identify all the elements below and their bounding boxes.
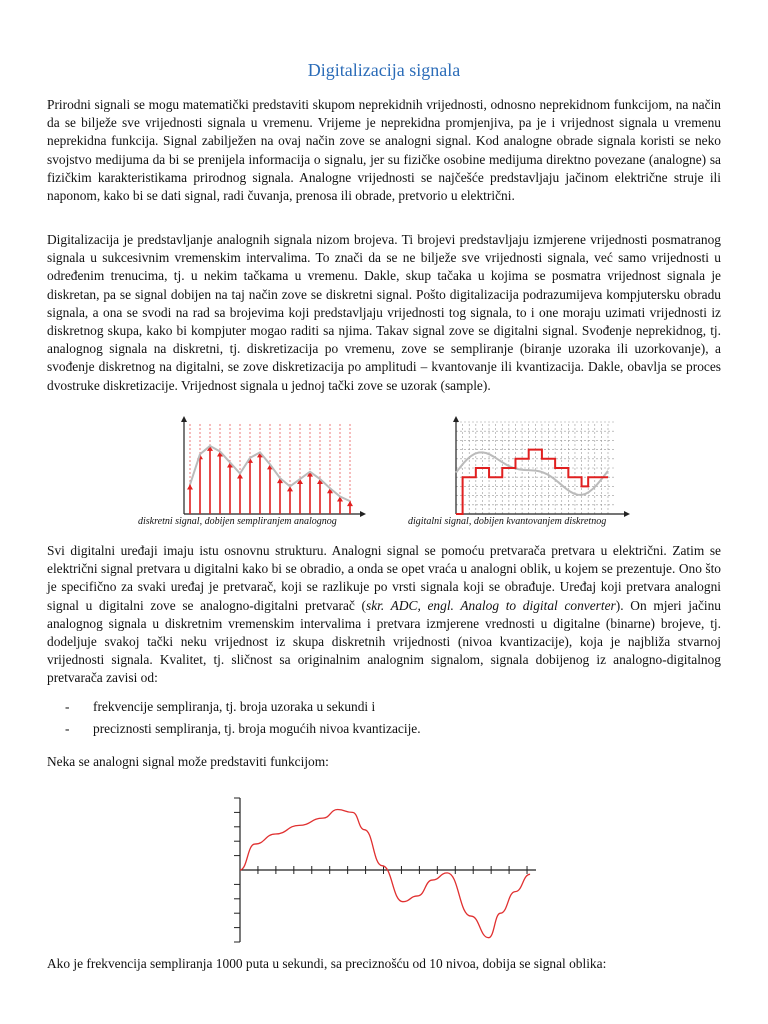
paragraph-function-intro: Neka se analogni signal može predstaviti funkcijom:: [47, 754, 329, 769]
quantized-signal-line: [456, 450, 608, 514]
figure-analog-function: [228, 792, 548, 948]
y-axis-arrow: [181, 416, 187, 422]
list-bullet: -: [65, 721, 70, 736]
figure-caption-digital: digitalni signal, dobijen kvantovanjem diskretnog: [408, 516, 607, 527]
quality-factors-list: [47, 696, 721, 740]
analog-function-curve: [240, 810, 530, 938]
list-item: [47, 696, 721, 718]
paragraph-text-part: ). On mjeri jačinu analognog signala u diskretnim vremenskim intervalima i pretvara izmjerene vrednosti u digitalne (binarne) brojeve, tj. dodeljuje svakoj tački neku vrijednost iz skupa diskretnih vrijednosti (nivoa kvantizacije), koja je najbliža stvarnoj vrijednosti signala. Kvalitet, tj. sličnost sa originalnim analognim signalom, signala dobijenog iz analogno-digitalnog pretvarača zavisi od:: [47, 597, 721, 686]
paragraph-analog-signals: Prirodni signali se mogu matematički predstaviti skupom neprekidnih vrijednosti, odnosno neprekidnom funkcijom, na način da se bilježe sve vrijednosti signala u vremenu. Vrijeme je neprekidna promjenjiva, pa je i vrijednost signala u vremenu neprekidna funkcija. Signal zabilježen na ovaj način zove se analogni signal. Kod analogne obrade signala koristi se neko svojstvo medijuma da bi se prenijela informacija o signalu, jer su fizičke osobine medijuma direktno povezane (analogne) sa fizičkim karakteristikama prirodnog signala. Analogne vrijednosti se najčešće predstavljaju jačinom električne struje ili naponom, kako bi se dati signal, radi čuvanja, prenosa ili obrade, pretvorio u električni.: [47, 97, 721, 204]
page-title: Digitalizacija signala: [307, 60, 461, 80]
sample-arrowhead: [347, 501, 353, 506]
list-item-text: frekvencije sempliranja, tj. broja uzoraka u sekundi i: [93, 699, 376, 714]
adc-abbreviation: skr. ADC, engl. Analog to digital converter: [366, 597, 616, 613]
paragraph-digital-devices: [47, 542, 721, 688]
paragraph-text-part: Svi digitalni uređaji imaju istu osnovnu strukturu. Analogni signal se pomoću pretvarača pretvara u električni. Zatim se električni signal pretvara u digitalni kako bi se obradio, a onda se opet vraća u analogni oblik, u kojem se prezentuje. Ono što je specifično za svaki uređaj je pretvarač, koji se razlikuje po vrsti signala koji se obrađuje. Uređaj koji pretvara analogni signal u digitalni zove se analogno-digitalni pretvarač (: [47, 543, 721, 613]
list-item-text: preciznosti sempliranja, tj. broja mogućih nivoa kvantizacije.: [93, 721, 421, 736]
paragraph-digitalization: Digitalizacija je predstavljanje analognih signala nizom brojeva. Ti brojevi predstavljaju izmjerene vrijednosti posmatranog signala u sukcesivnim vremenskim intervalima. To znači da se ne bilježe sve vrijednosti signala, već samo vrijednosti u određenim trenucima, tj. u nekim tačkama u vremenu. Dakle, skup tačaka u kojima se posmatra vrijednost signala je diskretan, pa se signal dobijen na taj način zove se diskretni signal. Pošto digitalizacija podrazumijeva kompjutersku obradu signala, a ona se svodi na rad sa brojevima koji predstavljaju vrijednosti tog signala, to i one moraju uzimati vrijednosti iz diskretnog skupa, kako bi kompjuter mogao raditi sa njima. Takav signal zove se digitalni signal. Svođenje neprekidnog, tj. analognog signala na diskretni, tj. diskretizacija po vremenu, zove se sempliranje (biranje uzoraka ili uzorkovanje), a svođenje diskretnog na digitalni, se zove diskretizacija po amplitudi – kvantovanje ili kvantizacija. Dakle, obavlja se proces dvostruke diskretizacije. Vrijednost signala u jednoj tački zove se uzorak (sample).: [47, 232, 721, 393]
y-axis-arrow: [453, 416, 459, 422]
x-axis-arrow: [360, 511, 366, 517]
paragraph-sampling-result: Ako je frekvencija sempliranja 1000 puta u sekundi, sa preciznošću od 10 nivoa, dobija se signal oblika:: [47, 956, 607, 971]
x-axis-arrow: [624, 511, 630, 517]
figure-caption-discrete: diskretni signal, dobijen sempliranjem analognog: [138, 516, 337, 527]
list-item: [47, 718, 721, 740]
sample-arrowhead: [187, 485, 193, 490]
list-bullet: -: [65, 699, 70, 714]
